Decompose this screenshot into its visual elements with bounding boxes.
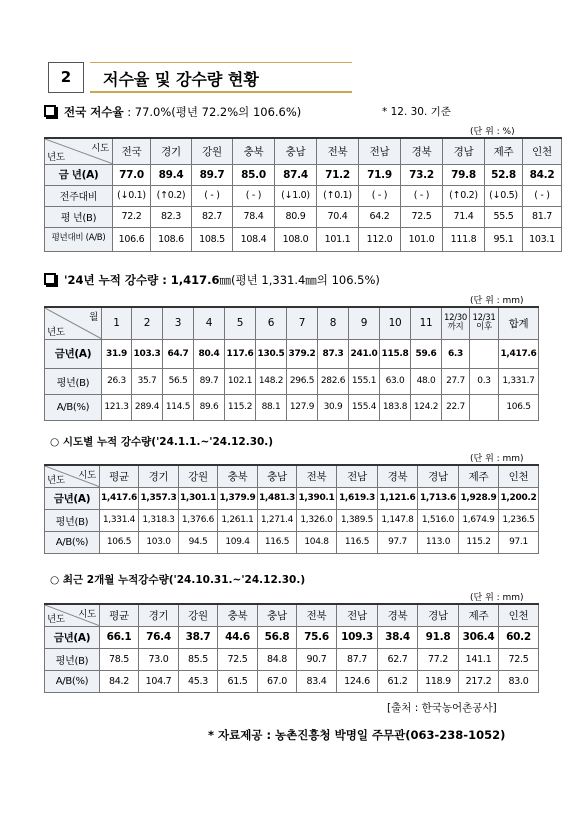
- table-cell: 1,331.7: [499, 368, 539, 394]
- table-cell: 84.2: [100, 670, 139, 692]
- row-label: 평년대비 (A/B): [45, 227, 113, 251]
- table-cell: 61.5: [218, 670, 258, 692]
- table-cell: 1,417.6: [499, 339, 539, 368]
- table-cell: 1,376.6: [179, 509, 218, 531]
- table-cell: 85.0: [233, 164, 275, 185]
- table-cell: 0.3: [470, 368, 499, 394]
- table-cell: 30.9: [318, 394, 349, 420]
- table-row: [45, 531, 539, 553]
- table-cell: ( - ): [359, 185, 401, 206]
- row-label: 금년(A): [45, 487, 100, 509]
- table-cell: 52.8: [485, 164, 523, 185]
- source-note: [출처 : 한국농어촌공사]: [387, 702, 497, 714]
- table-cell: 87.7: [337, 648, 378, 670]
- column-header: 10: [380, 307, 411, 339]
- column-header: 전북: [297, 604, 337, 626]
- reservoir-table: [44, 137, 562, 252]
- table-cell: 71.4: [443, 206, 485, 227]
- table-cell: 104.8: [297, 531, 337, 553]
- table-cell: (↑0.2): [443, 185, 485, 206]
- column-header: 충북: [218, 465, 258, 487]
- table-cell: 113.0: [418, 531, 459, 553]
- table-row: [45, 648, 539, 670]
- table-cell: 1,389.5: [337, 509, 378, 531]
- table-cell: 296.5: [287, 368, 318, 394]
- row-label: A/B(%): [45, 394, 102, 420]
- column-header: 인천: [523, 138, 562, 164]
- column-header: 4: [194, 307, 225, 339]
- table-cell: 85.5: [179, 648, 218, 670]
- corner-cell: [45, 307, 102, 339]
- column-header: 1: [102, 307, 132, 339]
- table-cell: 115.8: [380, 339, 411, 368]
- column-header: 충남: [275, 138, 317, 164]
- table-cell: 108.0: [275, 227, 317, 251]
- table-cell: 1,261.1: [218, 509, 258, 531]
- row-label: A/B(%): [45, 670, 100, 692]
- table-cell: 83.4: [297, 670, 337, 692]
- corner-top-label: 시도: [78, 470, 96, 481]
- column-header: 충북: [218, 604, 258, 626]
- column-header: 경남: [418, 604, 459, 626]
- table-cell: 1,481.3: [258, 487, 297, 509]
- table-cell: 155.4: [349, 394, 380, 420]
- table-cell: (↓1.0): [275, 185, 317, 206]
- table-cell: 94.5: [179, 531, 218, 553]
- table-row: [45, 185, 562, 206]
- column-header: 경북: [378, 465, 418, 487]
- table-cell: 1,928.9: [459, 487, 499, 509]
- rainfall-unit: (단 위 : mm): [470, 296, 524, 306]
- table-cell: 141.1: [459, 648, 499, 670]
- table-cell: 217.2: [459, 670, 499, 692]
- corner-cell: [45, 604, 100, 626]
- table-cell: 1,147.8: [378, 509, 418, 531]
- table-cell: 106.5: [100, 531, 139, 553]
- table-cell: 77.0: [113, 164, 151, 185]
- table-cell: 72.5: [218, 648, 258, 670]
- table-cell: 1,516.0: [418, 509, 459, 531]
- regional-cumulative-title: ○ 시도별 누적 강수량('24.1.1.~'24.12.30.): [50, 436, 274, 448]
- column-header: 충북: [233, 138, 275, 164]
- reservoir-heading: [44, 104, 301, 120]
- table-cell: 80.9: [275, 206, 317, 227]
- table-cell: 26.3: [102, 368, 132, 394]
- corner-cell: [45, 138, 113, 164]
- column-header: 경기: [139, 604, 179, 626]
- table-cell: 60.2: [499, 626, 539, 648]
- column-header: 전북: [297, 465, 337, 487]
- table-cell: 1,619.3: [337, 487, 378, 509]
- table-cell: 59.6: [411, 339, 442, 368]
- table-cell: 31.9: [102, 339, 132, 368]
- checkbox-icon: [44, 105, 56, 117]
- table-cell: 148.2: [256, 368, 287, 394]
- column-header: 경기: [139, 465, 179, 487]
- table-row: [45, 164, 562, 185]
- table-cell: 183.8: [380, 394, 411, 420]
- column-header: 전국: [113, 138, 151, 164]
- table-row: [45, 394, 539, 420]
- table-cell: ( - ): [523, 185, 562, 206]
- table-cell: 282.6: [318, 368, 349, 394]
- table-cell: 75.6: [297, 626, 337, 648]
- table-cell: 72.2: [113, 206, 151, 227]
- table-cell: 1,417.6: [100, 487, 139, 509]
- reservoir-value: : 77.0%(평년 72.2%의 106.6%): [123, 105, 302, 119]
- column-header: 경기: [151, 138, 192, 164]
- recent-two-months-table: [44, 603, 539, 693]
- table-cell: (↑0.2): [151, 185, 192, 206]
- table-cell: 1,326.0: [297, 509, 337, 531]
- table-cell: 6.3: [442, 339, 470, 368]
- column-header: 평균: [100, 465, 139, 487]
- table-cell: (↓0.5): [485, 185, 523, 206]
- table-cell: 112.0: [359, 227, 401, 251]
- table-cell: 81.7: [523, 206, 562, 227]
- column-header: 경남: [418, 465, 459, 487]
- table-cell: 130.5: [256, 339, 287, 368]
- column-header: 충남: [258, 604, 297, 626]
- table-cell: 306.4: [459, 626, 499, 648]
- table-cell: [470, 394, 499, 420]
- table-cell: 22.7: [442, 394, 470, 420]
- corner-bottom-label: 년도: [47, 474, 65, 486]
- table-cell: 379.2: [287, 339, 318, 368]
- table-cell: 116.5: [258, 531, 297, 553]
- table-cell: 115.2: [459, 531, 499, 553]
- table-cell: 127.9: [287, 394, 318, 420]
- regional-cumulative-table: [44, 464, 539, 554]
- table-cell: 89.7: [192, 164, 233, 185]
- table-cell: 35.7: [132, 368, 163, 394]
- column-header: 11: [411, 307, 442, 339]
- column-header: 전남: [359, 138, 401, 164]
- table-cell: 48.0: [411, 368, 442, 394]
- rainfall-value: : 1,417.6: [158, 273, 220, 287]
- table-cell: 103.0: [139, 531, 179, 553]
- table-cell: ( - ): [233, 185, 275, 206]
- header-row: [45, 307, 539, 339]
- column-header: 강원: [179, 604, 218, 626]
- table-row: [45, 670, 539, 692]
- rainfall-value-detail: ㎜(평년 1,331.4㎜의 106.5%): [219, 273, 380, 287]
- table-cell: 124.6: [337, 670, 378, 692]
- table-cell: 72.5: [401, 206, 443, 227]
- table-cell: 289.4: [132, 394, 163, 420]
- column-header: 3: [163, 307, 194, 339]
- checkbox-icon: [44, 273, 56, 285]
- header-row: [45, 465, 539, 487]
- table-cell: 76.4: [139, 626, 179, 648]
- table-cell: 78.4: [233, 206, 275, 227]
- table-cell: 1,357.3: [139, 487, 179, 509]
- column-header: 2: [132, 307, 163, 339]
- header-row: [45, 604, 539, 626]
- table-cell: 71.9: [359, 164, 401, 185]
- table-cell: 117.6: [225, 339, 256, 368]
- column-header: 평균: [100, 604, 139, 626]
- table-cell: 116.5: [337, 531, 378, 553]
- column-header: 인천: [499, 465, 539, 487]
- table-row: [45, 487, 539, 509]
- table-cell: 114.5: [163, 394, 194, 420]
- table-cell: (↑0.1): [317, 185, 359, 206]
- table-cell: 1,318.3: [139, 509, 179, 531]
- table-cell: 97.1: [499, 531, 539, 553]
- table-cell: 38.7: [179, 626, 218, 648]
- table-cell: 84.2: [523, 164, 562, 185]
- table-cell: 1,271.4: [258, 509, 297, 531]
- column-header: 경북: [401, 138, 443, 164]
- table-cell: 101.1: [317, 227, 359, 251]
- column-header: 9: [349, 307, 380, 339]
- section-header: [48, 62, 352, 93]
- table-cell: 109.4: [218, 531, 258, 553]
- column-header: 강원: [179, 465, 218, 487]
- column-header: 제주: [459, 465, 499, 487]
- corner-bottom-label: 년도: [47, 613, 65, 625]
- column-header: 6: [256, 307, 287, 339]
- table-cell: 89.6: [194, 394, 225, 420]
- table-cell: 72.5: [499, 648, 539, 670]
- table-row: [45, 339, 539, 368]
- table-cell: 56.5: [163, 368, 194, 394]
- corner-top-label: 월: [89, 312, 98, 323]
- table-cell: 44.6: [218, 626, 258, 648]
- table-cell: 84.8: [258, 648, 297, 670]
- table-cell: 63.0: [380, 368, 411, 394]
- column-header: 8: [318, 307, 349, 339]
- table-cell: 66.1: [100, 626, 139, 648]
- recent-two-months-title: ○ 최근 2개월 누적강수량('24.10.31.~'24.12.30.): [50, 574, 306, 586]
- table-row: [45, 227, 562, 251]
- table-cell: 109.3: [337, 626, 378, 648]
- table-cell: 87.4: [275, 164, 317, 185]
- table-cell: 1,121.6: [378, 487, 418, 509]
- table-cell: 111.8: [443, 227, 485, 251]
- table-cell: 73.2: [401, 164, 443, 185]
- table-cell: 1,331.4: [100, 509, 139, 531]
- table-cell: 124.2: [411, 394, 442, 420]
- table-cell: 38.4: [378, 626, 418, 648]
- column-header: 12/30까지: [442, 307, 470, 339]
- column-header: 경남: [443, 138, 485, 164]
- table-cell: 95.1: [485, 227, 523, 251]
- table-cell: 27.7: [442, 368, 470, 394]
- table-row: [45, 626, 539, 648]
- header-row: [45, 138, 562, 164]
- rainfall-table: [44, 306, 539, 421]
- table-cell: 1,713.6: [418, 487, 459, 509]
- table-cell: [470, 339, 499, 368]
- title-rule-top: [90, 62, 352, 63]
- corner-bottom-label: 년도: [47, 151, 65, 163]
- table-cell: 97.7: [378, 531, 418, 553]
- column-header: 5: [225, 307, 256, 339]
- table-row: [45, 206, 562, 227]
- row-label: 전주대비: [45, 185, 113, 206]
- table-cell: 70.4: [317, 206, 359, 227]
- table-cell: 115.2: [225, 394, 256, 420]
- table-cell: 83.0: [499, 670, 539, 692]
- row-label: 금년(A): [45, 626, 100, 648]
- column-header: 전남: [337, 604, 378, 626]
- table-cell: 1,390.1: [297, 487, 337, 509]
- row-label: 금 년(A): [45, 164, 113, 185]
- column-header: 인천: [499, 604, 539, 626]
- table-cell: 77.2: [418, 648, 459, 670]
- table-cell: 87.3: [318, 339, 349, 368]
- regional-cumulative-unit: (단 위 : mm): [470, 454, 524, 464]
- corner-bottom-label: 년도: [47, 326, 65, 338]
- table-cell: 82.7: [192, 206, 233, 227]
- table-cell: 1,236.5: [499, 509, 539, 531]
- column-header: 제주: [485, 138, 523, 164]
- table-cell: 71.2: [317, 164, 359, 185]
- table-cell: 56.8: [258, 626, 297, 648]
- table-cell: 102.1: [225, 368, 256, 394]
- reservoir-unit: (단 위 : %): [470, 127, 515, 137]
- table-cell: 1,301.1: [179, 487, 218, 509]
- column-header: 제주: [459, 604, 499, 626]
- column-header: 7: [287, 307, 318, 339]
- section-number: 2: [48, 62, 84, 93]
- column-header: 전남: [337, 465, 378, 487]
- table-cell: 108.6: [151, 227, 192, 251]
- section-title: 저수율 및 강수량 현황: [103, 70, 259, 89]
- table-cell: 79.8: [443, 164, 485, 185]
- table-cell: 108.4: [233, 227, 275, 251]
- table-cell: 64.7: [163, 339, 194, 368]
- recent-two-months-unit: (단 위 : mm): [470, 593, 524, 603]
- corner-top-label: 시도: [78, 609, 96, 620]
- row-label: 평년(B): [45, 509, 100, 531]
- table-cell: 108.5: [192, 227, 233, 251]
- table-cell: 55.5: [485, 206, 523, 227]
- table-cell: ( - ): [401, 185, 443, 206]
- table-cell: 1,200.2: [499, 487, 539, 509]
- table-cell: 101.0: [401, 227, 443, 251]
- row-label: 평년(B): [45, 368, 102, 394]
- table-cell: 106.5: [499, 394, 539, 420]
- table-cell: 118.9: [418, 670, 459, 692]
- table-cell: 88.1: [256, 394, 287, 420]
- table-cell: 1,379.9: [218, 487, 258, 509]
- column-header: 12/31이후: [470, 307, 499, 339]
- row-label: 평년(B): [45, 648, 100, 670]
- table-row: [45, 368, 539, 394]
- table-cell: 73.0: [139, 648, 179, 670]
- table-cell: 91.8: [418, 626, 459, 648]
- rainfall-label: '24년 누적 강수량: [64, 273, 159, 287]
- row-label: 금년(A): [45, 339, 102, 368]
- table-cell: 241.0: [349, 339, 380, 368]
- table-cell: 106.6: [113, 227, 151, 251]
- column-header: 전북: [317, 138, 359, 164]
- table-cell: 155.1: [349, 368, 380, 394]
- column-header: 강원: [192, 138, 233, 164]
- table-cell: 78.5: [100, 648, 139, 670]
- column-header: 충남: [258, 465, 297, 487]
- table-cell: 61.2: [378, 670, 418, 692]
- reservoir-note: * 12. 30. 기준: [382, 106, 451, 118]
- table-row: [45, 509, 539, 531]
- table-cell: 64.2: [359, 206, 401, 227]
- table-cell: 89.7: [194, 368, 225, 394]
- corner-top-label: 시도: [91, 143, 109, 154]
- table-cell: 104.7: [139, 670, 179, 692]
- table-cell: (↓0.1): [113, 185, 151, 206]
- title-rule: [90, 91, 352, 93]
- row-label: 평 년(B): [45, 206, 113, 227]
- column-header: 경북: [378, 604, 418, 626]
- table-cell: 90.7: [297, 648, 337, 670]
- reservoir-label: 전국 저수율: [64, 105, 124, 119]
- table-cell: 121.3: [102, 394, 132, 420]
- table-cell: 62.7: [378, 648, 418, 670]
- table-cell: ( - ): [192, 185, 233, 206]
- table-cell: 67.0: [258, 670, 297, 692]
- table-cell: 82.3: [151, 206, 192, 227]
- table-cell: 103.3: [132, 339, 163, 368]
- rainfall-heading: [44, 272, 380, 288]
- table-cell: 1,674.9: [459, 509, 499, 531]
- table-cell: 80.4: [194, 339, 225, 368]
- row-label: A/B(%): [45, 531, 100, 553]
- table-cell: 103.1: [523, 227, 562, 251]
- table-cell: 89.4: [151, 164, 192, 185]
- table-cell: 45.3: [179, 670, 218, 692]
- provider-note: * 자료제공 : 농촌진흥청 박명일 주무관(063-238-1052): [208, 728, 506, 742]
- corner-cell: [45, 465, 100, 487]
- column-header: 합계: [499, 307, 539, 339]
